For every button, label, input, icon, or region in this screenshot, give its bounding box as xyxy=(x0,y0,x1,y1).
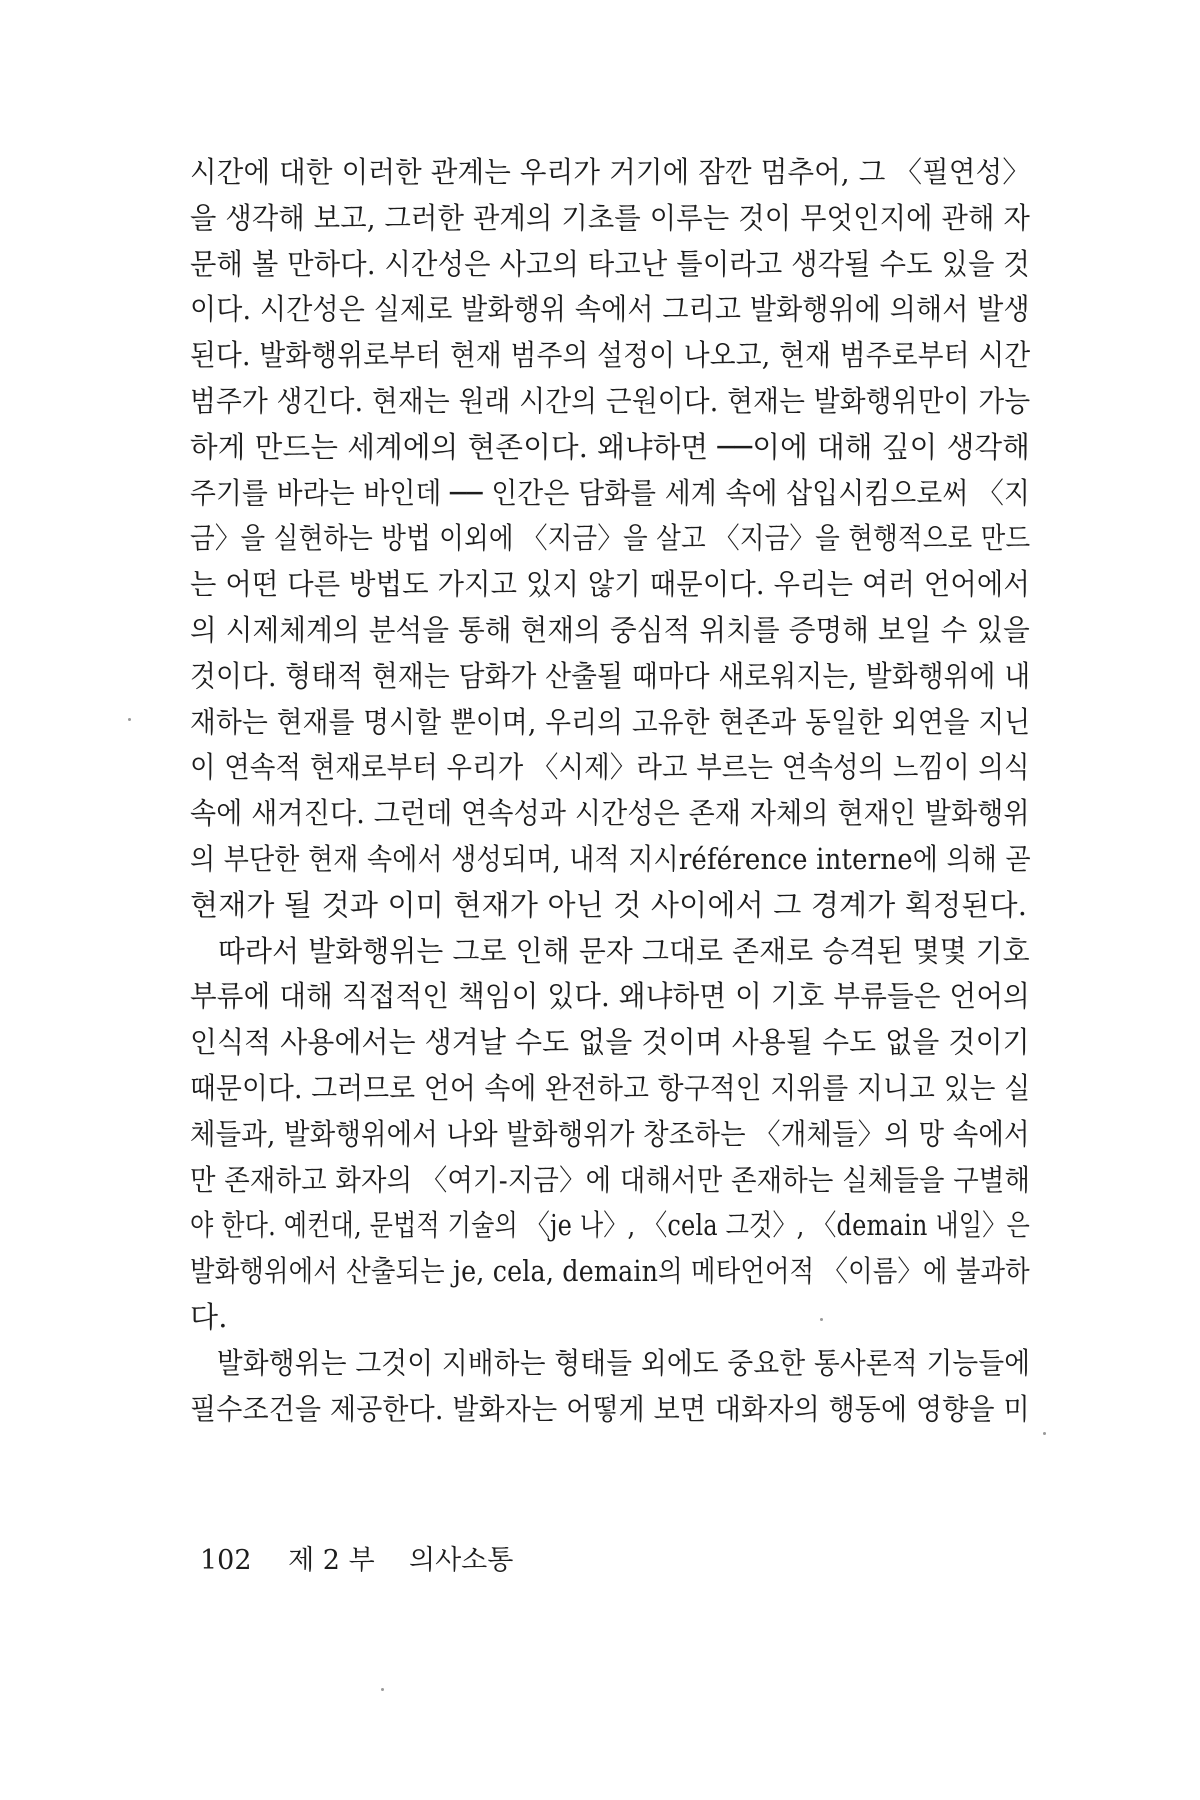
scan-speck xyxy=(1043,1432,1046,1435)
part-label: 제 2 부 xyxy=(288,1545,375,1576)
text-line: 주기를 바라는 바인데 ── 인간은 담화를 세계 속에 삽입시킴으로써 〈지 xyxy=(190,475,1030,510)
text-line: 발화행위에서 산출되는 je, cela, demain의 메타언어적 〈이름〉에 불과하 xyxy=(190,1254,1030,1289)
text-line: 필수조건을 제공한다. 발화자는 어떻게 보면 대화자의 행동에 영향을 미 xyxy=(190,1391,1030,1426)
text-line: 의 시제체계의 분석을 통해 현재의 중심적 위치를 증명해 보일 수 있을 xyxy=(190,612,1030,647)
scan-speck xyxy=(820,1318,823,1321)
text-line: 문해 볼 만하다. 시간성은 사고의 타고난 틀이라고 생각될 수도 있을 것 xyxy=(190,246,1030,281)
text-line: 의 부단한 현재 속에서 생성되며, 내적 지시référence interne에 의해 곧 xyxy=(190,841,1031,876)
page-footer xyxy=(200,1538,513,1577)
paragraph-start-line: 발화행위는 그것이 지배하는 형태들 외에도 중요한 통사론적 기능들에 xyxy=(190,1345,1031,1380)
body-text xyxy=(190,150,1030,1432)
text-line: 는 어떤 다른 방법도 가지고 있지 않기 때문이다. 우리는 여러 언어에서 xyxy=(190,567,1030,602)
text-line: 재하는 현재를 명시할 뿐이며, 우리의 고유한 현존과 동일한 외연을 지닌 xyxy=(190,704,1031,739)
scan-speck xyxy=(381,1688,384,1691)
text-line: 이 연속적 현재로부터 우리가 〈시제〉라고 부르는 연속성의 느낌이 의식 xyxy=(190,750,1030,785)
text-line: 범주가 생긴다. 현재는 원래 시간의 근원이다. 현재는 발화행위만이 가능 xyxy=(190,383,1031,418)
text-line: 때문이다. 그러므로 언어 속에 완전하고 항구적인 지위를 지니고 있는 실 xyxy=(190,1070,1031,1105)
text-line: 을 생각해 보고, 그러한 관계의 기초를 이루는 것이 무엇인지에 관해 자 xyxy=(190,200,1030,235)
text-line: 하게 만드는 세계에의 현존이다. 왜냐하면 ──이에 대해 깊이 생각해 xyxy=(190,429,1030,464)
text-line: 체들과, 발화행위에서 나와 발화행위가 창조하는 〈개체들〉의 망 속에서 xyxy=(190,1116,1030,1151)
paragraph-start-line: 따라서 발화행위는 그로 인해 문자 그대로 존재로 승격된 몇몇 기호 xyxy=(190,933,1030,968)
text-line: 현재가 될 것과 이미 현재가 아닌 것 사이에서 그 경계가 획정된다. xyxy=(190,887,1028,922)
text-line: 이다. 시간성은 실제로 발화행위 속에서 그리고 발화행위에 의해서 발생 xyxy=(190,292,1030,327)
text-line: 시간에 대한 이러한 관계는 우리가 거기에 잠깐 멈추어, 그 〈필연성〉 xyxy=(190,155,1031,189)
text-line: 금〉을 실현하는 방법 이외에 〈지금〉을 살고 〈지금〉을 현행적으로 만드 xyxy=(190,521,1031,556)
page-number: 102 xyxy=(200,1545,252,1576)
text-line: 된다. 발화행위로부터 현재 범주의 설정이 나오고, 현재 범주로부터 시간 xyxy=(190,338,1031,373)
text-line: 것이다. 형태적 현재는 담화가 산출될 때마다 새로워지는, 발화행위에 내 xyxy=(190,658,1031,693)
text-line: 속에 새겨진다. 그런데 연속성과 시간성은 존재 자체의 현재인 발화행위 xyxy=(190,796,1030,831)
scan-speck xyxy=(128,718,131,721)
text-line: 만 존재하고 화자의 〈여기-지금〉에 대해서만 존재하는 실체들을 구별해 xyxy=(190,1162,1031,1197)
text-line: 부류에 대해 직접적인 책임이 있다. 왜냐하면 이 기호 부류들은 언어의 xyxy=(190,979,1030,1014)
text-line: 야 한다. 예컨대, 문법적 기술의 〈je 나〉, 〈cela 그것〉, 〈demain 내일〉은 xyxy=(190,1208,1030,1243)
chapter-title: 의사소통 xyxy=(409,1545,514,1576)
text-line: 다. xyxy=(190,1299,228,1334)
text-line: 인식적 사용에서는 생겨날 수도 없을 것이며 사용될 수도 없을 것이기 xyxy=(190,1025,1030,1060)
